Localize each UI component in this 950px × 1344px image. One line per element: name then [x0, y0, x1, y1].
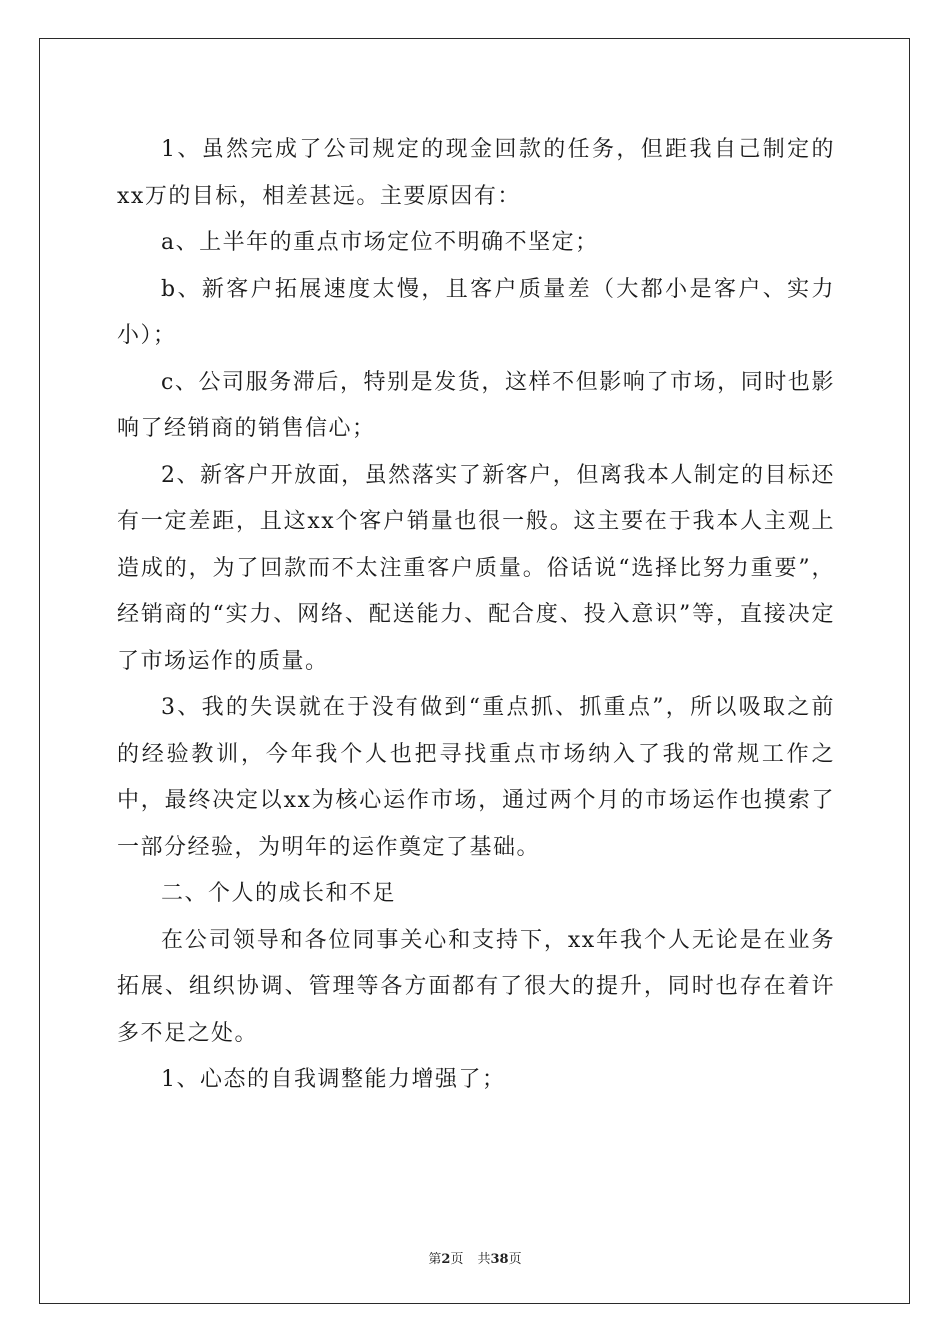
paragraph: a、上半年的重点市场定位不明确不坚定； [161, 230, 599, 255]
total-pages: 38 [490, 1252, 509, 1267]
footer-total-suffix: 页 [508, 1252, 522, 1267]
footer-prefix: 第 [428, 1252, 442, 1267]
paragraph: 3、我的失误就在于没有做到“重点抓、抓重点”，所以吸取之前的经验教训，今年我个人也把寻找重点市场纳入了我的常规工作之中，最终决定以xx为核心运作市场，通过两个月的市场运作也摸索了一部分经验，为明年的运作奠定了基础。 [117, 695, 835, 860]
page-number: 2 [441, 1252, 451, 1267]
section-heading: 二、个人的成长和不足 [161, 881, 397, 906]
paragraph: b、新客户拓展速度太慢，且客户质量差（大都小是客户、实力小）； [117, 276, 835, 348]
footer-page-suffix: 页 [450, 1252, 464, 1267]
paragraph: c、公司服务滞后，特别是发货，这样不但影响了市场，同时也影响了经销商的销售信心； [117, 369, 835, 441]
paragraph: 1、虽然完成了公司规定的现金回款的任务，但距我自己制定的xx万的目标，相差甚远。主要原因有： [117, 137, 835, 209]
paragraph: 2、新客户开放面，虽然落实了新客户，但离我本人制定的目标还有一定差距，且这xx个客户销量也很一般。这主要在于我本人主观上造成的，为了回款而不太注重客户质量。俗话说“选择比努力重要”，经销商的“实力、网络、配送能力、配合度、投入意识”等，直接决定了市场运作的质量。 [117, 462, 835, 674]
footer-total-prefix: 共 [477, 1252, 491, 1267]
paragraph: 在公司领导和各位同事关心和支持下，xx年我个人无论是在业务拓展、组织协调、管理等各方面都有了很大的提升，同时也存在着许多不足之处。 [117, 927, 835, 1046]
document-body [117, 127, 835, 1104]
page-footer [0, 1248, 950, 1267]
paragraph: 1、心态的自我调整能力增强了； [161, 1067, 506, 1092]
